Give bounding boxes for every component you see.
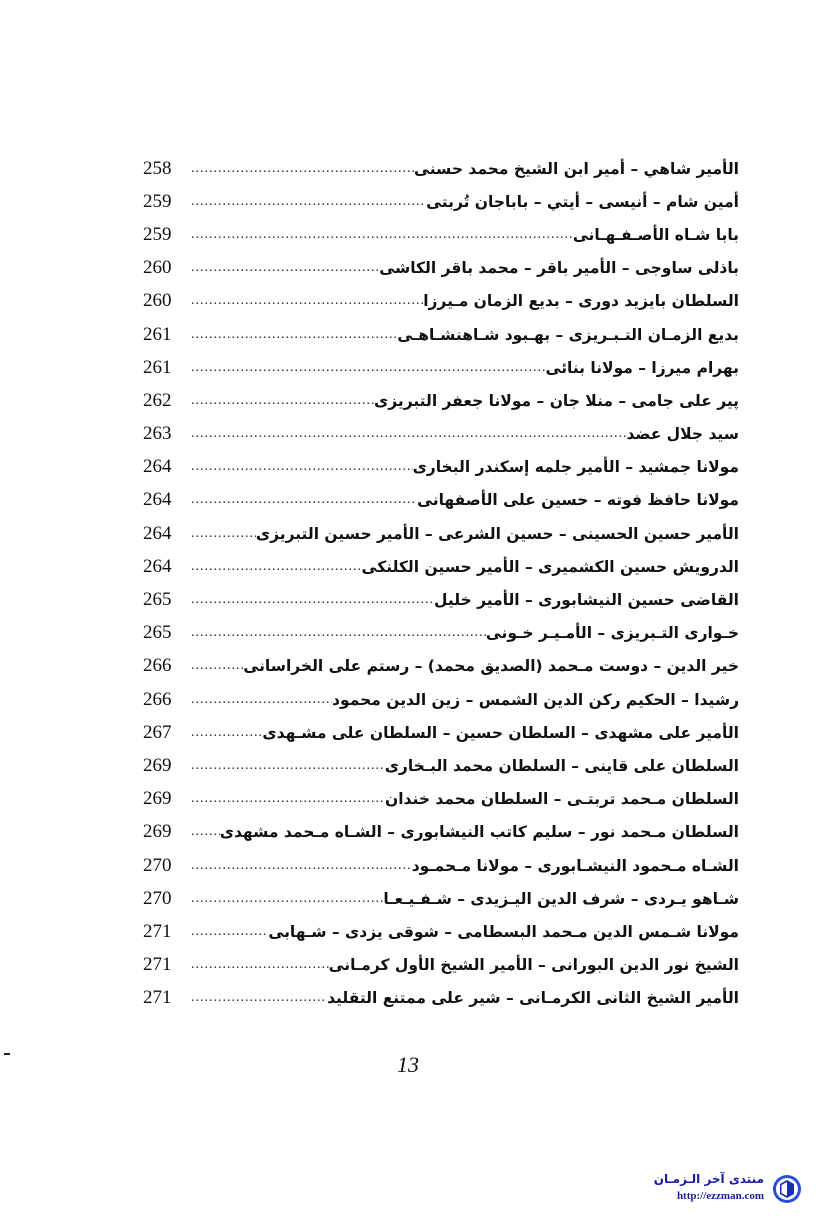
toc-entry [143, 982, 739, 1015]
toc-entry [143, 550, 739, 583]
toc-page-number: 264 [143, 489, 172, 511]
toc-page-number: 269 [143, 754, 172, 776]
dot-leader [191, 656, 243, 676]
toc-entry [143, 915, 739, 948]
toc-entry [143, 218, 739, 251]
dot-leader [191, 490, 417, 510]
toc-page-number: 271 [143, 987, 172, 1009]
dot-leader [191, 557, 362, 577]
toc-page-number: 266 [143, 688, 172, 710]
site-watermark [608, 1172, 808, 1212]
toc-page-number: 264 [143, 456, 172, 478]
dot-leader [191, 690, 332, 710]
toc-entry-title: الأمير على مشهدى – السلطان حسين – السلطان على مشـهدى [262, 723, 739, 742]
toc-entry-title: بهرام ميرزا – مولانا بنائى [545, 358, 739, 377]
toc-entry-title: خـوارى التـبريزى – الأمـيـر خـونى [485, 624, 739, 643]
dot-leader [191, 955, 329, 975]
dot-leader [191, 889, 383, 909]
dot-leader [191, 358, 546, 378]
toc-page-number: 271 [143, 954, 172, 976]
toc-entry-title: الشـاه مـحمود النيشـابورى – مولانا مـحمـود [411, 856, 739, 875]
toc-page-number: 259 [143, 190, 172, 212]
toc-entry-title: الأمير شاهي – أمير ابن الشيخ محمد حسنى [414, 159, 739, 178]
toc-entry [143, 849, 739, 882]
toc-entry-title: السلطان بايزيد دورى – بديع الزمان مـيرزا [423, 292, 739, 311]
dot-leader [191, 988, 327, 1008]
toc-entry [143, 716, 739, 749]
dot-leader [191, 457, 413, 477]
toc-entry-title: باذلى ساوجى – الأمير باقر – محمد باقر الكاشى [379, 259, 739, 278]
toc-entry [143, 517, 739, 550]
watermark-url: http://ezzman.com [676, 1190, 764, 1202]
toc-page-number: 270 [143, 887, 172, 909]
toc-entry-title: أمين شام – أنيسى – أيتي – باباجان تُربتى [426, 192, 739, 211]
toc-entry-title: القاضى حسين النيشابورى – الأمير خليل [434, 591, 739, 610]
toc-entry-title: رشيدا – الحكيم ركن الدين الشمس – زين الدين محمود [332, 690, 739, 709]
toc-page-number: 270 [143, 854, 172, 876]
toc-page-number: 264 [143, 555, 172, 577]
dot-leader [191, 192, 426, 212]
dot-leader [191, 590, 434, 610]
toc-entry [143, 185, 739, 218]
toc-entry-title: خير الدين – دوست مـحمد (الصديق محمد) – رستم على الخراسانى [243, 657, 739, 676]
toc-entry-title: الأمير حسين الحسينى – حسين الشرعى – الأمير حسين التبريزى [255, 524, 739, 543]
dot-leader [191, 789, 385, 809]
toc-entry-title: بديع الزمـان التـبـريزى – بهـبود شـاهنشـاهـى [397, 325, 739, 344]
toc-entry [143, 882, 739, 915]
toc-entry [143, 783, 739, 816]
toc-entry [143, 152, 739, 185]
toc-entry [143, 252, 739, 285]
dot-leader [191, 225, 573, 245]
toc-entry-title: الشيخ نور الدين البورانى – الأمير الشيخ الأول كرمـانى [328, 956, 739, 975]
toc-entry [143, 384, 739, 417]
toc-entry-title: سيد جلال عضد [626, 425, 739, 444]
toc-entry-title: مولانا جمشيد – الأمير جلمه إسكندر البخارى [412, 458, 739, 477]
dot-leader [191, 258, 379, 278]
toc-entry [143, 617, 739, 650]
toc-page-number: 271 [143, 920, 172, 942]
toc-entry [143, 583, 739, 616]
toc-entry-title: الدرويش حسين الكشميرى – الأمير حسين الكلنكى [361, 557, 739, 576]
toc-entry [143, 650, 739, 683]
toc-page-number: 258 [143, 157, 172, 179]
toc-page-number: 260 [143, 290, 172, 312]
toc-page-number: 266 [143, 655, 172, 677]
hexagon-shield-icon [772, 1174, 802, 1204]
toc-page-number: 262 [143, 389, 172, 411]
toc-entry [143, 318, 739, 351]
dot-leader [191, 391, 374, 411]
dot-leader [191, 291, 423, 311]
toc-page-number: 259 [143, 223, 172, 245]
toc-page-number: 265 [143, 589, 172, 611]
toc-page-number: 264 [143, 522, 172, 544]
toc-entry-title: شـاهو يـردى – شرف الدين اليـزيدى – شـفـيـعـا [383, 889, 739, 908]
toc-entry [143, 749, 739, 782]
toc-entry [143, 351, 739, 384]
toc-entry [143, 285, 739, 318]
watermark-title: منتدى آخر الـزمـان [653, 1172, 764, 1186]
toc-entry [143, 418, 739, 451]
toc-entry-title: السلطان على قاينى – السلطان محمد البـخارى [384, 756, 739, 775]
toc-entry-title: السلطان مـحمد نور – سليم كاتب النيشابورى – الشـاه مـحمد مشهدى [219, 823, 739, 842]
toc-entry [143, 816, 739, 849]
toc-entry [143, 484, 739, 517]
dot-leader [191, 723, 262, 743]
toc-page-number: 260 [143, 257, 172, 279]
dot-leader [191, 159, 414, 179]
toc-entry-title: الأمير الشيخ الثانى الكرمـانى – شير على ممتنع التقليد [327, 989, 739, 1008]
dot-leader [191, 856, 412, 876]
toc-entry-title: السلطان مـحمد تربتـى – السلطان محمد خندان [385, 790, 739, 809]
table-of-contents [143, 152, 739, 1015]
toc-page-number: 261 [143, 323, 172, 345]
toc-entry-title: بابا شـاه الأصـفـهـانى [572, 225, 739, 244]
toc-page-number: 267 [143, 721, 172, 743]
toc-page-number: 265 [143, 622, 172, 644]
dot-leader [191, 424, 626, 444]
dot-leader [191, 623, 486, 643]
dot-leader [191, 922, 268, 942]
toc-entry [143, 451, 739, 484]
dot-leader [191, 756, 385, 776]
toc-entry-title: مولانا حافظ فوته – حسين على الأصفهانى [417, 491, 739, 510]
toc-page-number: 263 [143, 423, 172, 445]
toc-page-number: 269 [143, 821, 172, 843]
dot-leader [191, 524, 256, 544]
page-number: 13 [397, 1052, 419, 1077]
toc-entry-title: مولانا شـمس الدين مـحمد البسطامى – شوقى يزدى – شـهابى [268, 922, 739, 941]
toc-entry-title: پير على جامى – منلا جان – مولانا جعفر التبريزى [374, 391, 739, 410]
dot-leader [191, 325, 397, 345]
toc-entry [143, 949, 739, 982]
toc-page-number: 269 [143, 788, 172, 810]
dot-leader [191, 822, 220, 842]
toc-page-number: 261 [143, 356, 172, 378]
toc-entry [143, 683, 739, 716]
